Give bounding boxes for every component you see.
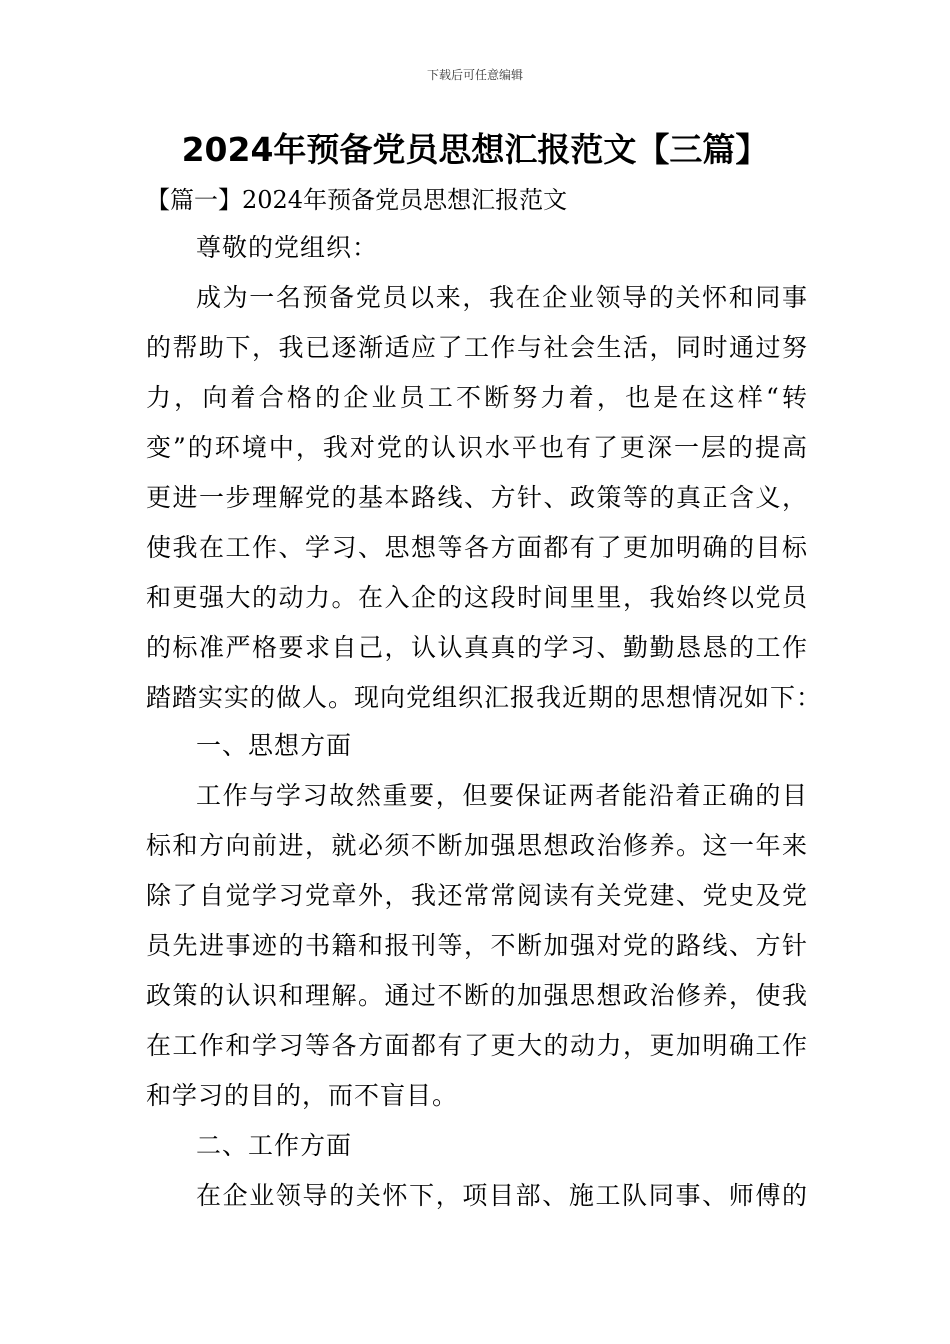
paragraph-line: 和学习的目的，而不盲目。 bbox=[146, 1081, 459, 1110]
header-note: 下载后可任意编辑 bbox=[426, 68, 523, 82]
paragraph-line: 除了自觉学习党章外，我还常常阅读有关党建、党史及党 bbox=[146, 881, 808, 910]
section-heading-thought: 一、思想方面 bbox=[196, 731, 353, 760]
paragraph-line: 使我在工作、学习、思想等各方面都有了更加明确的目标 bbox=[146, 533, 808, 562]
paragraph-line: 员先进事迹的书籍和报刊等，不断加强对党的路线、方针 bbox=[146, 931, 808, 960]
paragraph-line: 的标准严格要求自己，认认真真的学习、勤勤恳恳的工作 bbox=[146, 633, 808, 662]
paragraph-line: 在企业领导的关怀下，项目部、施工队同事、师傅的 bbox=[196, 1181, 808, 1210]
paragraph-line: 的帮助下，我已逐渐适应了工作与社会生活，同时通过努 bbox=[146, 333, 808, 362]
paragraph-line: 力，向着合格的企业员工不断努力着，也是在这样“转 bbox=[146, 383, 808, 412]
section-heading-work: 二、工作方面 bbox=[196, 1131, 353, 1160]
paragraph-line: 变”的环境中，我对党的认识水平也有了更深一层的提高 bbox=[146, 433, 808, 462]
paragraph-line: 成为一名预备党员以来，我在企业领导的关怀和同事 bbox=[196, 283, 808, 312]
paragraph-line: 标和方向前进，就必须不断加强思想政治修养。这一年来 bbox=[146, 831, 808, 860]
paragraph-line: 和更强大的动力。在入企的这段时间里里，我始终以党员 bbox=[146, 583, 808, 612]
part-heading: 【篇一】2024年预备党员思想汇报范文 bbox=[146, 186, 568, 214]
salutation: 尊敬的党组织： bbox=[196, 233, 379, 262]
paragraph-line: 踏踏实实的做人。现向党组织汇报我近期的思想情况如下： bbox=[146, 683, 823, 712]
paragraph-line: 工作与学习故然重要，但要保证两者能沿着正确的目 bbox=[196, 781, 808, 810]
paragraph-line: 在工作和学习等各方面都有了更大的动力，更加明确工作 bbox=[146, 1031, 808, 1060]
paragraph-line: 政策的认识和理解。通过不断的加强思想政治修养，使我 bbox=[146, 981, 808, 1010]
document-title: 2024年预备党员思想汇报范文【三篇】 bbox=[181, 130, 769, 169]
paragraph-line: 更进一步理解党的基本路线、方针、政策等的真正含义， bbox=[146, 483, 808, 512]
